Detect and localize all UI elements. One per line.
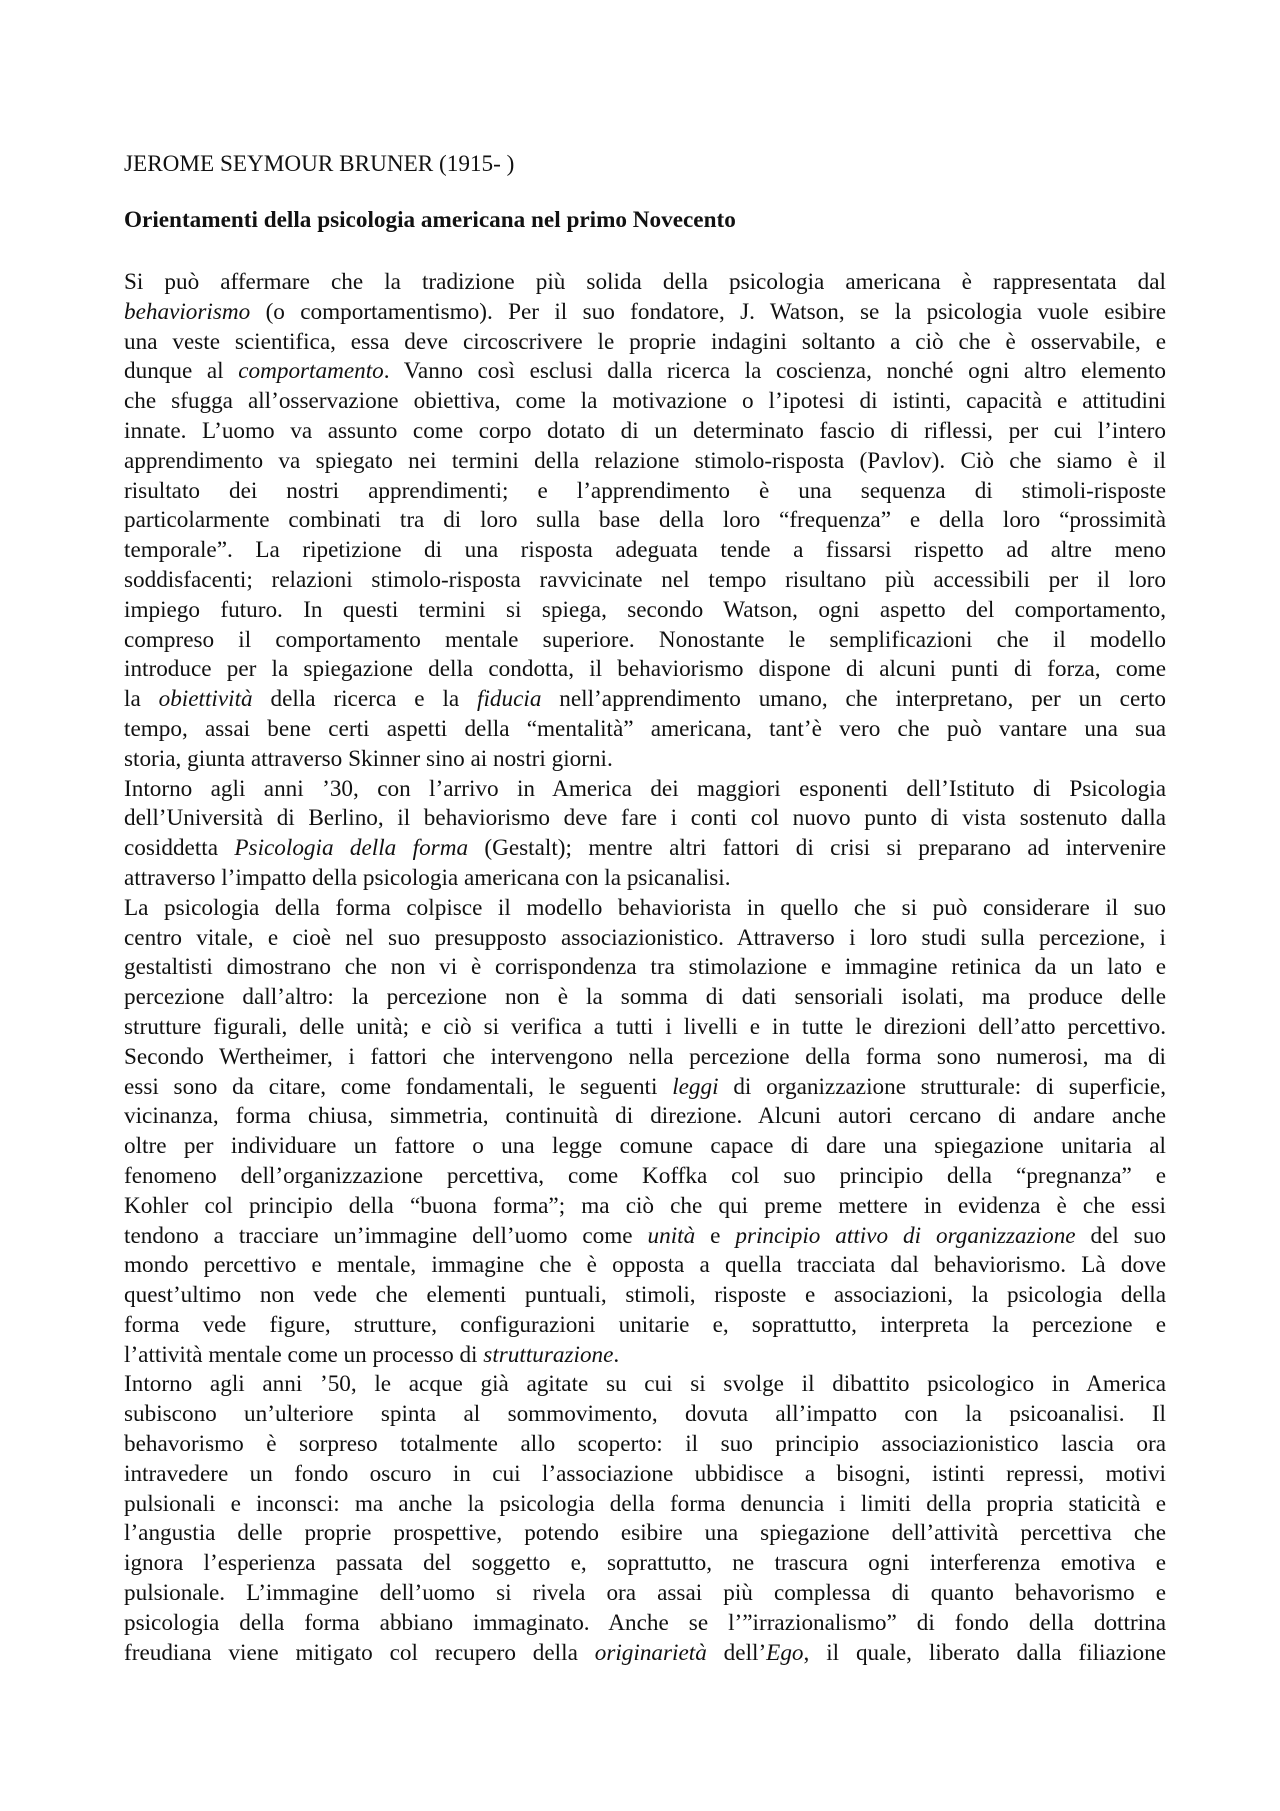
text-segment: introduce per la spiegazione della condotta, il behaviorismo dispone di alcuni punti di forza, come (124, 656, 1166, 683)
text-line (124, 1073, 1166, 1103)
text-segment: pulsionali e inconsci: ma anche la psicologia della forma denuncia i limiti della propria staticità e (124, 1490, 1166, 1517)
text-segment: La psicologia della forma colpisce il modello behaviorista in quello che si può considerare il suo (124, 894, 1166, 921)
italic-text: obiettività (158, 686, 253, 713)
text-segment: dell’ (706, 1639, 767, 1666)
text-line (124, 1341, 1166, 1371)
text-line (124, 1370, 1166, 1400)
text-segment: pulsionale. L’immagine dell’uomo si rivela ora assai più complessa di quanto behavorismo e (124, 1580, 1166, 1607)
text-line (124, 775, 1166, 805)
text-segment: apprendimento va spiegato nei termini della relazione stimolo-risposta (Pavlov). Ciò che siamo è il (124, 447, 1166, 474)
text-line (124, 268, 1166, 298)
text-line (124, 983, 1166, 1013)
italic-text: unità (647, 1222, 696, 1249)
text-line (124, 1102, 1166, 1132)
text-segment: tendono a tracciare un’immagine dell’uomo come (124, 1222, 648, 1249)
text-segment: Secondo Wertheimer, i fattori che intervengono nella percezione della forma sono numerosi, ma di (124, 1043, 1166, 1070)
author-heading: JEROME SEYMOUR BRUNER (1915- ) (124, 151, 515, 177)
text-line (124, 1519, 1166, 1549)
text-line (124, 655, 1166, 685)
text-line (124, 715, 1166, 745)
text-segment: risultato dei nostri apprendimenti; e l’apprendimento è una sequenza di stimoli-risposte (124, 477, 1166, 504)
text-segment: innate. L’uomo va assunto come corpo dotato di un determinato fascio di riflessi, per cui l’intero (124, 417, 1166, 444)
document-title: Orientamenti della psicologia americana nel primo Novecento (124, 207, 736, 233)
text-segment: , il quale, liberato dalla filiazione (803, 1639, 1166, 1666)
text-segment: intravedere un fondo oscuro in cui l’associazione ubbidisce a bisogni, istinti repressi, motivi (124, 1460, 1166, 1487)
text-line (124, 894, 1166, 924)
text-line (124, 1549, 1166, 1579)
text-segment: della ricerca e la (252, 686, 478, 713)
text-line (124, 536, 1166, 566)
text-line (124, 804, 1166, 834)
italic-text: leggi (672, 1073, 719, 1100)
text-line (124, 745, 1166, 775)
text-line (124, 834, 1166, 864)
italic-text: Psicologia della forma (234, 835, 469, 862)
text-line (124, 924, 1166, 954)
text-segment: (Gestalt); mentre altri fattori di crisi si preparano ad intervenire (468, 835, 1166, 862)
italic-text: originarietà (594, 1639, 707, 1666)
text-line (124, 953, 1166, 983)
text-segment: compreso il comportamento mentale superiore. Nonostante le semplificazioni che il modello (124, 626, 1166, 653)
text-segment: ignora l’esperienza passata del soggetto e, soprattutto, ne trascura ogni interferenza emotiva e (124, 1550, 1166, 1577)
text-line (124, 864, 1166, 894)
text-segment: impiego futuro. In questi termini si spiega, secondo Watson, ogni aspetto del comportamento, (124, 596, 1166, 623)
text-segment: la (124, 686, 159, 713)
text-line (124, 1311, 1166, 1341)
text-line (124, 1132, 1166, 1162)
text-line (124, 1192, 1166, 1222)
text-segment: mondo percettivo e mentale, immagine che è opposta a quella tracciata dal behaviorismo. Là dove (124, 1252, 1166, 1279)
text-line (124, 506, 1166, 536)
italic-text: fiducia (477, 686, 542, 713)
body-text (124, 268, 1166, 1668)
text-line (124, 387, 1166, 417)
text-line (124, 1281, 1166, 1311)
text-segment: attraverso l’impatto della psicologia americana con la psicanalisi. (124, 864, 731, 891)
text-segment: . Vanno così esclusi dalla ricerca la coscienza, nonché ogni altro elemento (383, 358, 1166, 385)
text-line (124, 1400, 1166, 1430)
text-line (124, 477, 1166, 507)
text-segment: . (613, 1341, 620, 1368)
italic-text: principio attivo di organizzazione (735, 1222, 1076, 1249)
text-line (124, 1043, 1166, 1073)
text-segment: Intorno agli anni ’30, con l’arrivo in America dei maggiori esponenti dell’Istituto di Psicologia (124, 775, 1166, 802)
text-line (124, 1490, 1166, 1520)
italic-text: comportamento (238, 358, 384, 385)
text-segment: di organizzazione strutturale: di superficie, (718, 1073, 1166, 1100)
text-segment: subiscono un’ulteriore spinta al sommovimento, dovuta all’impatto con la psicoanalisi. Il (124, 1401, 1166, 1428)
text-line (124, 1222, 1166, 1252)
text-segment: vicinanza, forma chiusa, simmetria, continuità di direzione. Alcuni autori cercano di andare anche (124, 1103, 1166, 1130)
text-segment: forma vede figure, strutture, configurazioni unitarie e, soprattutto, interpreta la percezione e (124, 1311, 1166, 1338)
text-segment: del suo (1075, 1222, 1166, 1249)
text-segment: cosiddetta (124, 835, 235, 862)
text-line (124, 1609, 1166, 1639)
text-segment: l’angustia delle proprie prospettive, potendo esibire una spiegazione dell’attività percettiva che (124, 1520, 1166, 1547)
text-segment: e (695, 1222, 736, 1249)
text-segment: behavorismo è sorpreso totalmente allo scoperto: il suo principio associazionistico lascia ora (124, 1431, 1166, 1458)
text-segment: Si può affermare che la tradizione più solida della psicologia americana è rappresentata dal (124, 269, 1166, 295)
text-segment: fenomeno dell’organizzazione percettiva, come Koffka col suo principio della “pregnanza” e (124, 1162, 1166, 1189)
text-line (124, 447, 1166, 477)
text-segment: centro vitale, e cioè nel suo presupposto associazionistico. Attraverso i loro studi sulla percezione, i (124, 924, 1166, 951)
text-line (124, 298, 1166, 328)
text-segment: storia, giunta attraverso Skinner sino ai nostri giorni. (124, 745, 613, 772)
text-segment: percezione dall’altro: la percezione non è la somma di dati sensoriali isolati, ma produce delle (124, 984, 1166, 1011)
text-segment: dunque al (124, 358, 239, 385)
text-line (124, 328, 1166, 358)
text-segment: l’attività mentale come un processo di (124, 1341, 484, 1368)
text-segment: gestaltisti dimostrano che non vi è corrispondenza tra stimolazione e immagine retinica da un lato e (124, 954, 1166, 981)
text-line (124, 357, 1166, 387)
document-page (124, 150, 1166, 1668)
text-segment: quest’ultimo non vede che elementi puntuali, stimoli, risposte e associazioni, la psicologia della (124, 1282, 1166, 1309)
text-segment: particolarmente combinati tra di loro sulla base della loro “frequenza” e della loro “prossimità (124, 507, 1166, 534)
text-segment: che sfugga all’osservazione obiettiva, come la motivazione o l’ipotesi di istinti, capacità e attitudini (124, 388, 1166, 415)
text-segment: strutture figurali, delle unità; e ciò si verifica a tutti i livelli e in tutte le direzioni dell’atto percettivo. (124, 1013, 1166, 1040)
text-line (124, 596, 1166, 626)
text-line (124, 1639, 1166, 1669)
text-segment: Intorno agli anni ’50, le acque già agitate su cui si svolge il dibattito psicologico in America (124, 1371, 1166, 1398)
italic-text: behaviorismo (124, 298, 251, 325)
text-line (124, 1162, 1166, 1192)
text-segment: tempo, assai bene certi aspetti della “mentalità” americana, tant’è vero che può vantare una sua (124, 715, 1166, 742)
text-segment: (o comportamentismo). Per il suo fondatore, J. Watson, se la psicologia vuole esibire (250, 298, 1166, 325)
text-line (124, 417, 1166, 447)
text-line (124, 566, 1166, 596)
text-segment: Kohler col principio della “buona forma”; ma ciò che qui preme mettere in evidenza è che essi (124, 1192, 1166, 1219)
text-segment: nell’apprendimento umano, che interpretano, per un certo (541, 686, 1167, 713)
text-line (124, 626, 1166, 656)
text-segment: freudiana viene mitigato col recupero della (124, 1639, 595, 1666)
text-segment: essi sono da citare, come fondamentali, le seguenti (124, 1073, 673, 1100)
text-segment: soddisfacenti; relazioni stimolo-risposta ravvicinate nel tempo risultano più accessibili per il loro (124, 566, 1166, 593)
text-segment: psicologia della forma abbiano immaginato. Anche se l’”irrazionalismo” di fondo della dottrina (124, 1609, 1166, 1636)
text-line (124, 685, 1166, 715)
text-segment: oltre per individuare un fattore o una legge comune capace di dare una spiegazione unitaria al (124, 1133, 1166, 1160)
text-segment: dell’Università di Berlino, il behaviorismo deve fare i conti col nuovo punto di vista sostenuto dalla (124, 805, 1166, 832)
text-line (124, 1460, 1166, 1490)
italic-text: Ego (766, 1639, 804, 1666)
text-line (124, 1251, 1166, 1281)
italic-text: strutturazione (483, 1341, 614, 1368)
text-segment: una veste scientifica, essa deve circoscrivere le proprie indagini soltanto a ciò che è osservabile, e (124, 328, 1166, 355)
text-line (124, 1430, 1166, 1460)
text-line (124, 1579, 1166, 1609)
text-line (124, 1013, 1166, 1043)
text-segment: temporale”. La ripetizione di una risposta adeguata tende a fissarsi rispetto ad altre meno (124, 537, 1166, 564)
